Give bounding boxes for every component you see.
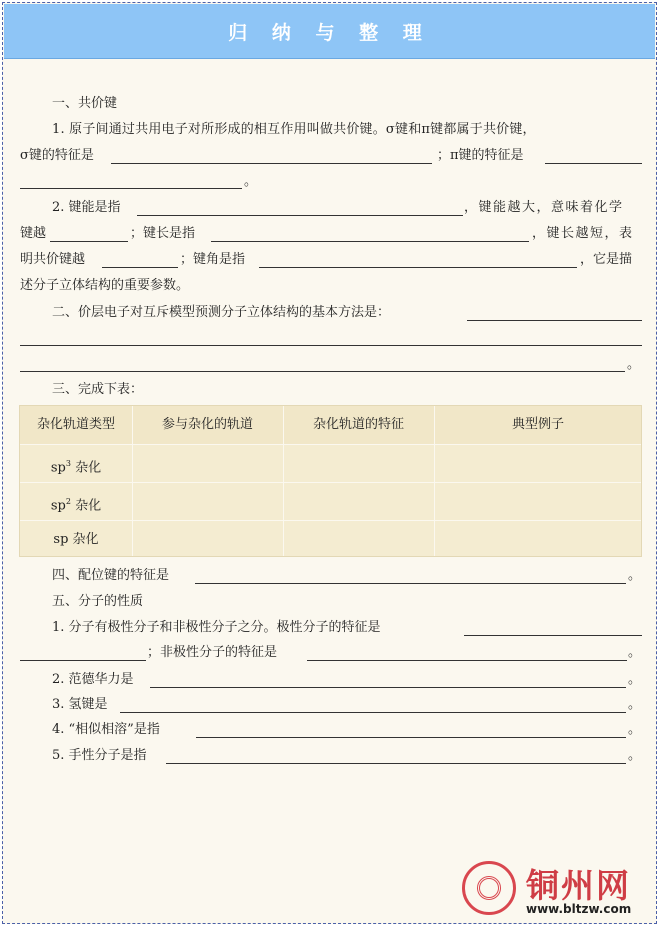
section-4-text: 四、配位键的特征是 <box>52 568 170 583</box>
table-row-label: $sp^3$ 杂化 <box>50 459 102 476</box>
table-header-cell: 杂化轨道的特征 <box>312 417 404 432</box>
blank-line[interactable] <box>166 763 626 764</box>
blank-line[interactable] <box>120 712 626 713</box>
s1-p2-text: 明共价键越 <box>20 252 86 267</box>
s1-p2-bond-length: ；键长是指 <box>130 226 196 241</box>
table-divider <box>20 444 641 445</box>
s5-item-3: 3. 氢键是 <box>52 697 108 712</box>
section-5-heading: 五、分子的性质 <box>52 594 144 609</box>
s5-item-5: 5. 手性分子是指 <box>52 748 147 763</box>
s1-p2-text: ，键能越大，意味着化学 <box>464 200 624 215</box>
period: 。 <box>628 722 642 737</box>
s1-p1-pi-label: ；π键的特征是 <box>437 148 524 163</box>
period: 。 <box>244 174 258 189</box>
period: 。 <box>628 748 642 763</box>
section-2-text: 二、价层电子对互斥模型预测分子立体结构的基本方法是： <box>52 305 391 320</box>
s1-p2-text: ，键长越短，表 <box>532 226 634 241</box>
blank-line[interactable] <box>50 241 128 242</box>
s1-p2-text: 键越 <box>20 226 47 241</box>
blank-line[interactable] <box>111 163 432 164</box>
table-divider <box>20 520 641 521</box>
blank-line[interactable] <box>150 687 626 688</box>
page-title: 归 纳 与 整 理 <box>4 4 655 59</box>
site-logo-icon <box>462 861 516 915</box>
blank-line[interactable] <box>307 660 627 661</box>
blank-line[interactable] <box>196 737 626 738</box>
table-header-cell: 杂化轨道类型 <box>36 417 115 432</box>
blank-line[interactable] <box>102 267 178 268</box>
section-3-heading: 三、完成下表： <box>52 382 144 397</box>
blank-line[interactable] <box>20 188 242 189</box>
period: 。 <box>628 568 642 583</box>
blank-line[interactable] <box>20 371 625 372</box>
s5-item-2: 2. 范德华力是 <box>52 672 134 687</box>
blank-line[interactable] <box>20 660 146 661</box>
blank-line[interactable] <box>137 215 463 216</box>
table-divider <box>20 482 641 483</box>
s1-p2-text: 述分子立体结构的重要参数。 <box>20 278 190 293</box>
watermark-name: 铜州网 <box>526 866 631 905</box>
hybridization-table <box>19 405 642 557</box>
blank-line[interactable] <box>259 267 577 268</box>
s1-p2-bond-angle: ；键角是指 <box>180 252 246 267</box>
s5-item-1-nonpolar: ；非极性分子的特征是 <box>147 645 278 660</box>
watermark-url: www.bltzw.com <box>526 902 632 916</box>
s1-p2-text: ，它是描 <box>580 252 633 267</box>
s5-item-4: 4. “相似相溶”是指 <box>52 722 160 737</box>
table-header-cell: 参与杂化的轨道 <box>161 417 253 432</box>
s1-p1-sigma-label: σ键的特征是 <box>20 148 94 163</box>
period: 。 <box>628 672 642 687</box>
blank-line[interactable] <box>195 583 626 584</box>
s1-p1-line1: 1. 原子间通过共用电子对所形成的相互作用叫做共价键。σ键和π键都属于共价键， <box>52 122 536 137</box>
blank-line[interactable] <box>464 635 642 636</box>
blank-line[interactable] <box>545 163 642 164</box>
table-row-label: $sp^2$ 杂化 <box>50 497 102 514</box>
period: 。 <box>628 645 642 660</box>
blank-line[interactable] <box>467 320 642 321</box>
blank-line[interactable] <box>20 345 642 346</box>
period: 。 <box>628 697 642 712</box>
watermark <box>456 858 656 920</box>
period: 。 <box>627 357 641 372</box>
blank-line[interactable] <box>211 241 529 242</box>
s1-p2-bond-energy: 2. 键能是指 <box>52 200 121 215</box>
table-row-label: sp 杂化 <box>53 532 99 547</box>
table-header-cell: 典型例子 <box>511 417 564 432</box>
s5-item-1: 1. 分子有极性分子和非极性分子之分。极性分子的特征是 <box>52 620 381 635</box>
section-1-heading: 一、共价键 <box>52 96 118 111</box>
